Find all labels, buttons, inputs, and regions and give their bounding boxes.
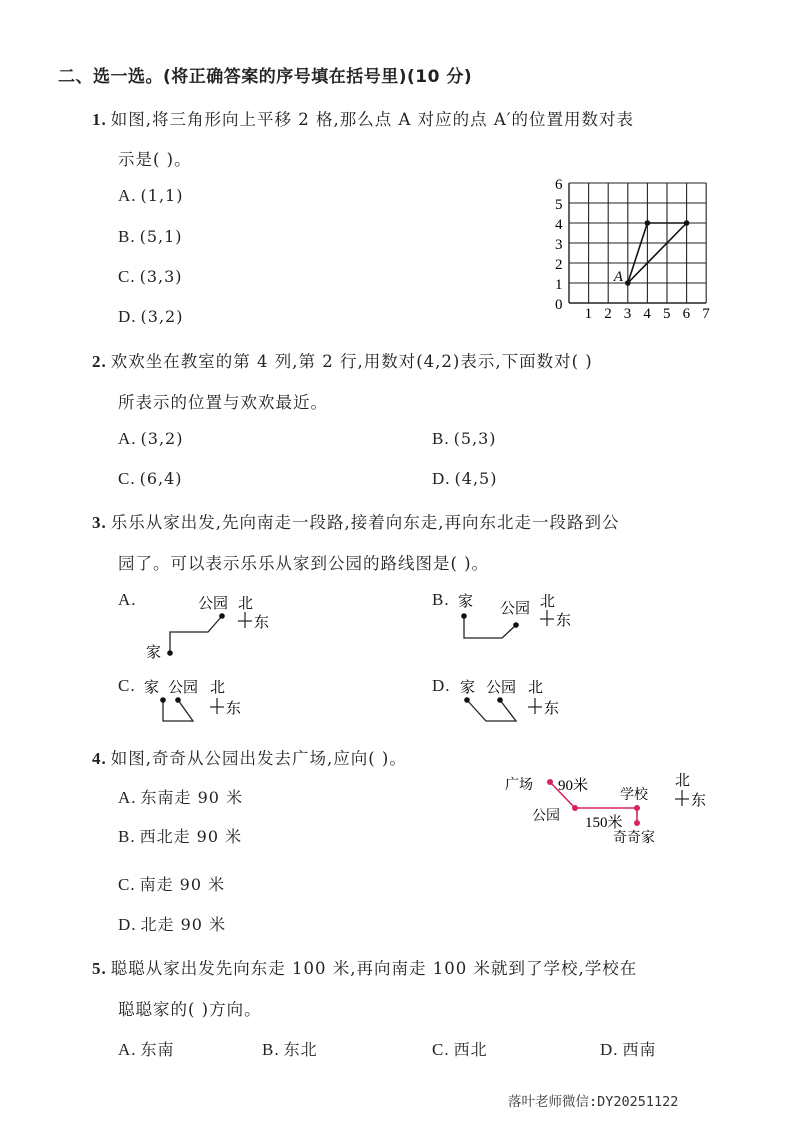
distance-90-label: 90米 — [558, 778, 589, 794]
north-label: 北 — [238, 594, 254, 612]
north-label: 北 — [540, 592, 556, 610]
q4-option-d[interactable] — [118, 912, 226, 935]
route-map-figure — [495, 765, 725, 855]
option-text: 北走 90 米 — [140, 915, 227, 934]
y-tick-label: 1 — [555, 277, 563, 293]
q2-option-b[interactable] — [432, 429, 497, 449]
y-tick-label: 5 — [555, 197, 563, 213]
q4-option-c[interactable] — [118, 872, 225, 895]
question-number: 3. — [92, 513, 107, 532]
east-label: 东 — [226, 699, 242, 717]
question-1-line-2: 示是( )。 — [118, 150, 192, 169]
route-line — [163, 700, 193, 721]
option-text: 东南走 90 米 — [140, 788, 244, 807]
north-label: 北 — [528, 678, 544, 696]
q1-option-b[interactable] — [118, 227, 183, 247]
option-text: 西南 — [622, 1040, 657, 1059]
option-label: D. — [118, 307, 137, 326]
school-dot — [634, 805, 640, 811]
option-label: D. — [118, 915, 137, 934]
option-text: (5,3) — [453, 429, 497, 448]
x-tick-label: 4 — [643, 306, 651, 320]
q4-option-b[interactable] — [118, 824, 242, 847]
option-label: D. — [432, 676, 451, 695]
school-label: 学校 — [620, 787, 648, 803]
question-5-line-2: 聪聪家的( )方向。 — [118, 1000, 262, 1019]
route-line — [467, 700, 516, 721]
east-label: 东 — [556, 611, 572, 629]
home-dot — [464, 697, 470, 703]
option-label: C. — [118, 676, 136, 695]
question-1-line-1 — [92, 106, 634, 130]
park-dot — [497, 697, 503, 703]
route-diagram-d — [432, 676, 602, 736]
option-label: D. — [432, 469, 451, 488]
question-text: 如图,将三角形向上平移 2 格,那么点 A 对应的点 A′的位置用数对表 — [110, 110, 635, 129]
east-label: 东 — [254, 613, 270, 631]
q3-option-d[interactable] — [432, 676, 602, 736]
option-label: A. — [118, 186, 137, 205]
plaza-label: 广场 — [505, 777, 533, 793]
question-3-line-1 — [92, 509, 620, 533]
park-label: 公园 — [486, 678, 517, 696]
x-tick-label: 6 — [682, 306, 691, 320]
section-heading: 二、选一选。(将正确答案的序号填在括号里)(10 分) — [58, 67, 473, 87]
q2-option-d[interactable] — [432, 469, 497, 489]
option-label: C. — [432, 1040, 450, 1059]
east-label: 东 — [544, 699, 560, 717]
point-a-label: A — [613, 269, 623, 285]
option-label: A. — [118, 1040, 137, 1059]
park-dot — [175, 697, 181, 703]
q5-option-b[interactable] — [262, 1037, 318, 1060]
park-dot — [572, 805, 578, 811]
option-text: 西北走 90 米 — [139, 827, 243, 846]
q1-option-a[interactable] — [118, 186, 183, 206]
option-text: (5,1) — [139, 227, 183, 246]
route-diagram-a — [118, 590, 288, 665]
q1-option-d[interactable] — [118, 307, 183, 327]
q5-option-c[interactable] — [432, 1037, 488, 1060]
question-2-line-1 — [92, 348, 593, 372]
q4-option-a[interactable] — [118, 785, 243, 808]
q1-option-c[interactable] — [118, 267, 183, 287]
option-label: C. — [118, 267, 136, 286]
triangle-vertex — [645, 220, 651, 226]
option-label: A. — [118, 590, 137, 609]
park-label: 公园 — [168, 678, 199, 696]
x-tick-label: 1 — [584, 306, 593, 320]
park-label: 公园 — [198, 594, 229, 612]
option-text: (4,5) — [454, 469, 498, 488]
option-label: B. — [432, 590, 450, 609]
option-text: 东南 — [140, 1040, 175, 1059]
option-label: A. — [118, 788, 137, 807]
home-label: 家 — [144, 678, 160, 696]
plaza-dot — [547, 779, 553, 785]
q5-option-d[interactable] — [600, 1037, 657, 1060]
q3-option-a[interactable] — [118, 590, 288, 665]
question-text: 欢欢坐在教室的第 4 列,第 2 行,用数对(4,2)表示,下面数对( ) — [110, 352, 593, 371]
option-text: (1,1) — [140, 186, 184, 205]
y-tick-label: 2 — [555, 257, 563, 273]
question-3-line-2: 园了。可以表示乐乐从家到公园的路线图是( )。 — [118, 554, 490, 573]
option-text: 南走 90 米 — [139, 875, 226, 894]
question-text: 如图,奇奇从公园出发去广场,应向( )。 — [110, 749, 407, 768]
triangle-edge — [628, 223, 687, 283]
distance-150-label: 150米 — [585, 815, 623, 831]
q5-option-a[interactable] — [118, 1037, 175, 1060]
north-label: 北 — [675, 771, 691, 789]
home-dot — [461, 613, 467, 619]
option-text: (6,4) — [139, 469, 183, 488]
east-label: 东 — [691, 791, 707, 809]
x-tick-label: 7 — [702, 306, 710, 320]
question-text: 乐乐从家出发,先向南走一段路,接着向东走,再向东北走一段路到公 — [110, 513, 620, 532]
q3-option-c[interactable] — [118, 676, 288, 736]
q2-option-c[interactable] — [118, 469, 183, 489]
park-dot — [219, 613, 225, 619]
grid-lines — [569, 183, 706, 303]
triangle-shape — [613, 220, 690, 286]
option-label: C. — [118, 469, 136, 488]
option-label: B. — [262, 1040, 280, 1059]
question-4-line-1 — [92, 745, 407, 769]
y-tick-label: 3 — [555, 237, 563, 253]
home-dot — [167, 650, 173, 656]
question-number: 4. — [92, 749, 107, 768]
route-diagram-c — [118, 676, 288, 736]
y-tick-label: 6 — [555, 177, 563, 193]
x-tick-label: 3 — [623, 306, 632, 320]
option-text: 东北 — [283, 1040, 318, 1059]
park-label: 公园 — [532, 808, 560, 824]
qiqi-home-label: 奇奇家 — [613, 830, 655, 846]
coordinate-grid-figure — [540, 170, 720, 320]
q2-option-a[interactable] — [118, 429, 183, 449]
route-line — [464, 616, 516, 638]
route-diagram-b — [432, 590, 602, 665]
question-2-line-2: 所表示的位置与欢欢最近。 — [118, 393, 328, 412]
route-line — [170, 616, 222, 653]
option-text: (3,2) — [140, 307, 184, 326]
home-dot — [634, 820, 640, 826]
home-label: 家 — [460, 678, 476, 696]
home-label: 家 — [458, 592, 474, 610]
park-dot — [513, 622, 519, 628]
x-tick-label: 2 — [604, 306, 612, 320]
q3-option-b[interactable] — [432, 590, 602, 665]
question-text: 聪聪从家出发先向东走 100 米,再向南走 100 米就到了学校,学校在 — [110, 959, 638, 978]
footer-contact: 落叶老师微信:DY20251122 — [508, 1094, 679, 1110]
option-label: A. — [118, 429, 137, 448]
question-number: 1. — [92, 110, 107, 129]
y-tick-label: 4 — [555, 217, 563, 233]
option-label: D. — [600, 1040, 619, 1059]
question-number: 5. — [92, 959, 107, 978]
question-5-line-1 — [92, 955, 637, 979]
option-label: B. — [118, 227, 136, 246]
option-text: 西北 — [453, 1040, 488, 1059]
park-label: 公园 — [500, 599, 531, 617]
x-tick-label: 5 — [663, 306, 671, 320]
triangle-vertex — [625, 280, 631, 286]
triangle-vertex — [684, 220, 690, 226]
home-dot — [160, 697, 166, 703]
north-label: 北 — [210, 678, 226, 696]
home-label: 家 — [146, 643, 162, 661]
option-label: B. — [432, 429, 450, 448]
option-label: C. — [118, 875, 136, 894]
option-text: (3,2) — [140, 429, 184, 448]
option-label: B. — [118, 827, 136, 846]
y-tick-label: 0 — [555, 297, 563, 313]
question-number: 2. — [92, 352, 107, 371]
option-text: (3,3) — [139, 267, 183, 286]
